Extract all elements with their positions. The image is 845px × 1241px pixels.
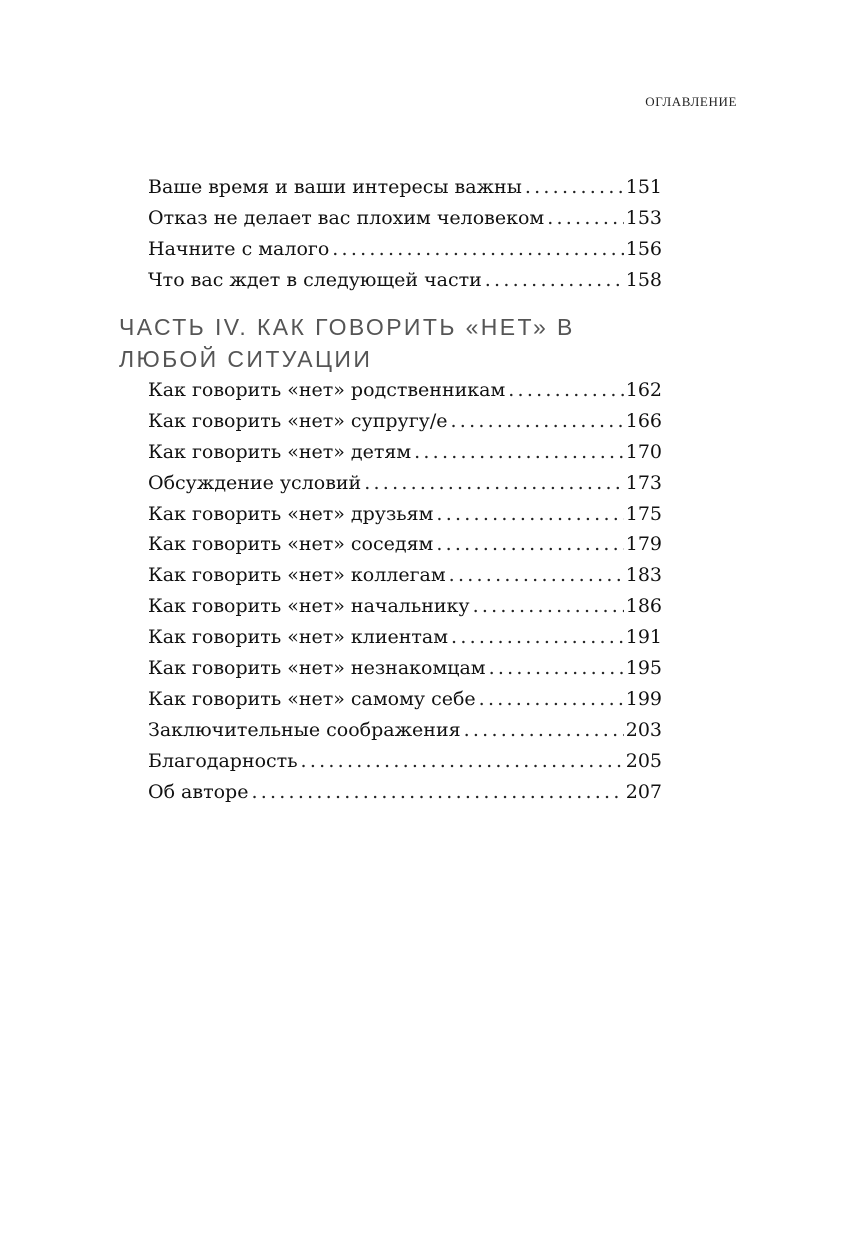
toc-entry-page: 173: [625, 471, 662, 494]
toc-entry-page: 191: [625, 626, 662, 649]
toc-entry[interactable]: [148, 406, 662, 437]
toc-entry[interactable]: [148, 437, 662, 468]
toc-entry[interactable]: [148, 529, 662, 560]
dot-leader: [547, 203, 624, 234]
dot-leader: [485, 265, 624, 296]
toc-entry[interactable]: [148, 777, 662, 808]
toc-list-top: [148, 172, 662, 296]
toc-entry-page: 205: [625, 749, 662, 772]
dot-leader: [489, 653, 624, 684]
dot-leader: [449, 560, 624, 591]
toc-entry-title: Отказ не делает вас плохим человеком: [148, 206, 545, 229]
toc-entry-page: 195: [625, 657, 662, 680]
toc-entry-page: 175: [625, 502, 662, 525]
part-heading: ЧАСТЬ IV. КАК ГОВОРИТЬ «НЕТ» В ЛЮБОЙ СИТУАЦИИ: [119, 314, 575, 372]
dot-leader: [436, 499, 623, 530]
toc-entry-title: Как говорить «нет» коллегам: [148, 564, 446, 587]
dot-leader: [473, 591, 624, 622]
toc-entry-title: Начните с малого: [148, 237, 330, 260]
toc-entry-title: Как говорить «нет» самому себе: [148, 687, 476, 710]
toc-entry[interactable]: [148, 265, 662, 296]
toc-entry[interactable]: [148, 684, 662, 715]
dot-leader: [525, 172, 624, 203]
toc-entry-page: 166: [625, 409, 662, 432]
toc-entry-page: 162: [625, 379, 662, 401]
toc-entry-page: 170: [625, 440, 662, 463]
toc-entry-page: 179: [625, 533, 662, 556]
toc-entry[interactable]: [148, 203, 662, 234]
toc-entry-title: Как говорить «нет» незнакомцам: [148, 657, 486, 680]
dot-leader: [479, 684, 624, 715]
toc-entry-page: 153: [625, 206, 662, 229]
toc-entry[interactable]: [148, 746, 662, 777]
dot-leader: [301, 746, 624, 777]
toc-entry-page: 156: [625, 237, 662, 260]
dot-leader: [451, 406, 624, 437]
dot-leader: [414, 437, 624, 468]
toc-entry[interactable]: [148, 499, 662, 530]
dot-leader: [251, 777, 623, 808]
toc-entry-page: 203: [625, 718, 662, 741]
toc-entry-title: Обсуждение условий: [148, 471, 362, 494]
dot-leader: [436, 529, 623, 560]
toc-entry[interactable]: [148, 591, 662, 622]
toc-entry-title: Как говорить «нет» друзьям: [148, 502, 434, 525]
toc-entry-page: 183: [625, 564, 662, 587]
toc-entry-title: Как говорить «нет» соседям: [148, 533, 434, 556]
toc-entry-title: Об авторе: [148, 780, 249, 803]
toc-entry[interactable]: [148, 622, 662, 653]
toc-entry[interactable]: [148, 234, 662, 265]
toc-entry-page: 158: [625, 268, 662, 291]
toc-entry-title: Как говорить «нет» родственникам: [148, 379, 506, 401]
toc-entry-page: 186: [625, 595, 662, 618]
toc-entry-page: 199: [625, 687, 662, 710]
toc-entry-title: Как говорить «нет» начальнику: [148, 595, 470, 618]
toc-list-part4: [148, 375, 662, 807]
toc-entry-page: 151: [625, 176, 662, 198]
dot-leader: [464, 715, 624, 746]
toc-entry[interactable]: [148, 468, 662, 499]
toc-entry-title: Благодарность: [148, 749, 298, 772]
dot-leader: [364, 468, 624, 499]
dot-leader: [451, 622, 624, 653]
toc-entry-title: Заключительные соображения: [148, 718, 461, 741]
toc-entry-title: Как говорить «нет» супругу/е: [148, 409, 448, 432]
dot-leader: [508, 375, 623, 406]
toc-entry-title: Как говорить «нет» клиентам: [148, 626, 449, 649]
toc-entry[interactable]: [148, 375, 662, 406]
toc-entry-title: Как говорить «нет» детям: [148, 440, 412, 463]
toc-entry-title: Ваше время и ваши интересы важны: [148, 176, 522, 198]
toc-entry[interactable]: [148, 172, 662, 203]
toc-entry-title: Что вас ждет в следующей части: [148, 268, 482, 291]
dot-leader: [332, 234, 623, 265]
toc-entry-page: 207: [625, 780, 662, 803]
running-header: ОГЛАВЛЕНИЕ: [645, 94, 737, 109]
toc-entry[interactable]: [148, 560, 662, 591]
toc-entry[interactable]: [148, 715, 662, 746]
toc-entry[interactable]: [148, 653, 662, 684]
